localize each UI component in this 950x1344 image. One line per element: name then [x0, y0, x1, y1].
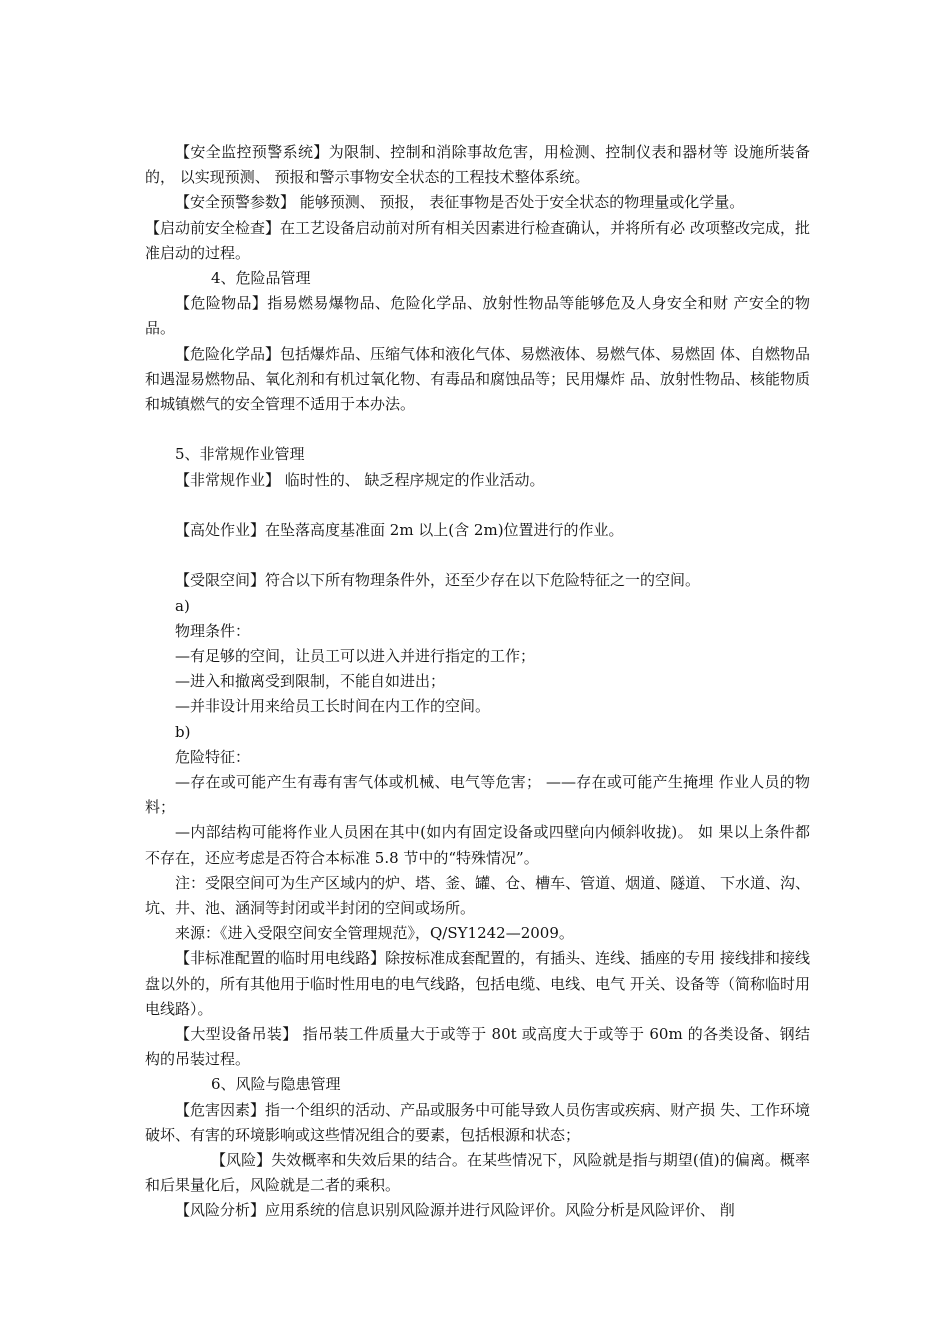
spacer — [145, 417, 810, 442]
paragraph-pre-startup-check: 【启动前安全检查】在工艺设备启动前对所有相关因素进行检查确认，并将所有必 改项整改完成，批准启动的过程。 — [145, 218, 810, 262]
list-item-condition-1: —有足够的空间，让员工可以进入并进行指定的工作； — [175, 647, 536, 666]
paragraph-risk: 【风险】失效概率和失效后果的结合。在某些情况下，风险就是指与期望(值)的偏离。概率和后果量化后，风险就是二者的乘积。 — [145, 1151, 810, 1195]
paragraph-safety-warning-parameters: 【安全预警参数】 能够预测、 预报， 表征事物是否处于安全状态的物理量或化学量。 — [175, 193, 745, 212]
paragraph-work-at-height: 【高处作业】在坠落高度基准面 2m 以上(含 2m)位置进行的作业。 — [175, 521, 624, 540]
paragraph-hazard-factors: 【危害因素】指一个组织的活动、产品或服务中可能导致人员伤害或疾病、财产损 失、工作环境破坏、有害的环境影响或这些情况组合的要素，包括根源和状态； — [145, 1100, 810, 1144]
paragraph-temporary-power-lines: 【非标准配置的临时用电线路】除按标准成套配置的，有插头、连线、插座的专用 接线排和接线盘以外的，所有其他用于临时性用电的电气线路，包括电缆、电线、电气 开关、设备等（简称临时用电线路）。 — [145, 949, 810, 1018]
list-marker-a: a) — [175, 596, 190, 615]
section-heading-4: 4、危险品管理 — [211, 269, 311, 288]
paragraph-source: 来源：《进入受限空间安全管理规范》，Q/SY1242—2009。 — [175, 924, 574, 943]
paragraph-dangerous-goods: 【危险物品】指易燃易爆物品、危险化学品、放射性物品等能够危及人身安全和财 产安全的物品。 — [145, 294, 810, 338]
paragraph-note: 注：受限空间可为生产区域内的炉、塔、釜、罐、仓、槽车、管道、烟道、隧道、 下水道、沟、坑、井、池、涵洞等封闭或半封闭的空间或场所。 — [145, 873, 810, 918]
list-marker-b: b) — [175, 722, 191, 741]
list-item-hazard-2: —内部结构可能将作业人员困在其中(如内有固定设备或四壁向内倾斜收拢)。 如 果以上条件都不存在，还应考虑是否符合本标准 5.8 节中的“特殊情况”。 — [145, 823, 810, 867]
paragraph-non-routine-work: 【非常规作业】 临时性的、 缺乏程序规定的作业活动。 — [175, 470, 545, 489]
paragraph-safety-monitoring-system: 【安全监控预警系统】为限制、控制和消除事故危害，用检测、控制仪表和器材等 设施所装备的， 以实现预测、 预报和警示事物安全状态的工程技术整体系统。 — [145, 143, 810, 187]
spacer — [145, 543, 810, 568]
paragraph-risk-analysis: 【风险分析】应用系统的信息识别风险源并进行风险评价。风险分析是风险评价、 削 — [175, 1201, 735, 1220]
list-item-hazard-1: —存在或可能产生有毒有害气体或机械、电气等危害； ——存在或可能产生掩埋 作业人员的物料； — [145, 773, 810, 817]
paragraph-large-equipment-lifting: 【大型设备吊装】 指吊装工件质量大于或等于 80t 或高度大于或等于 60m 的各类设备、钢结构的吊装过程。 — [145, 1025, 810, 1069]
list-item-condition-3: —并非设计用来给员工长时间在内工作的空间。 — [175, 697, 491, 716]
paragraph-confined-space: 【受限空间】符合以下所有物理条件外，还至少存在以下危险特征之一的空间。 — [175, 571, 701, 590]
spacer — [145, 493, 810, 518]
paragraph-physical-conditions: 物理条件： — [175, 621, 251, 640]
document-page — [145, 140, 810, 1224]
section-heading-5: 5、非常规作业管理 — [175, 445, 305, 464]
list-item-condition-2: —进入和撤离受到限制，不能自如进出； — [175, 672, 446, 691]
paragraph-hazard-features: 危险特征： — [175, 747, 251, 766]
paragraph-hazardous-chemicals: 【危险化学品】包括爆炸品、压缩气体和液化气体、易燃液体、易燃气体、易燃固 体、自燃物品和遇湿易燃物品、氧化剂和有机过氧化物、有毒品和腐蚀品等；民用爆炸 品、放射性物品、核能物质和城镇燃气的安全管理不适用于本办法。 — [145, 344, 810, 414]
section-heading-6: 6、风险与隐患管理 — [211, 1075, 341, 1094]
